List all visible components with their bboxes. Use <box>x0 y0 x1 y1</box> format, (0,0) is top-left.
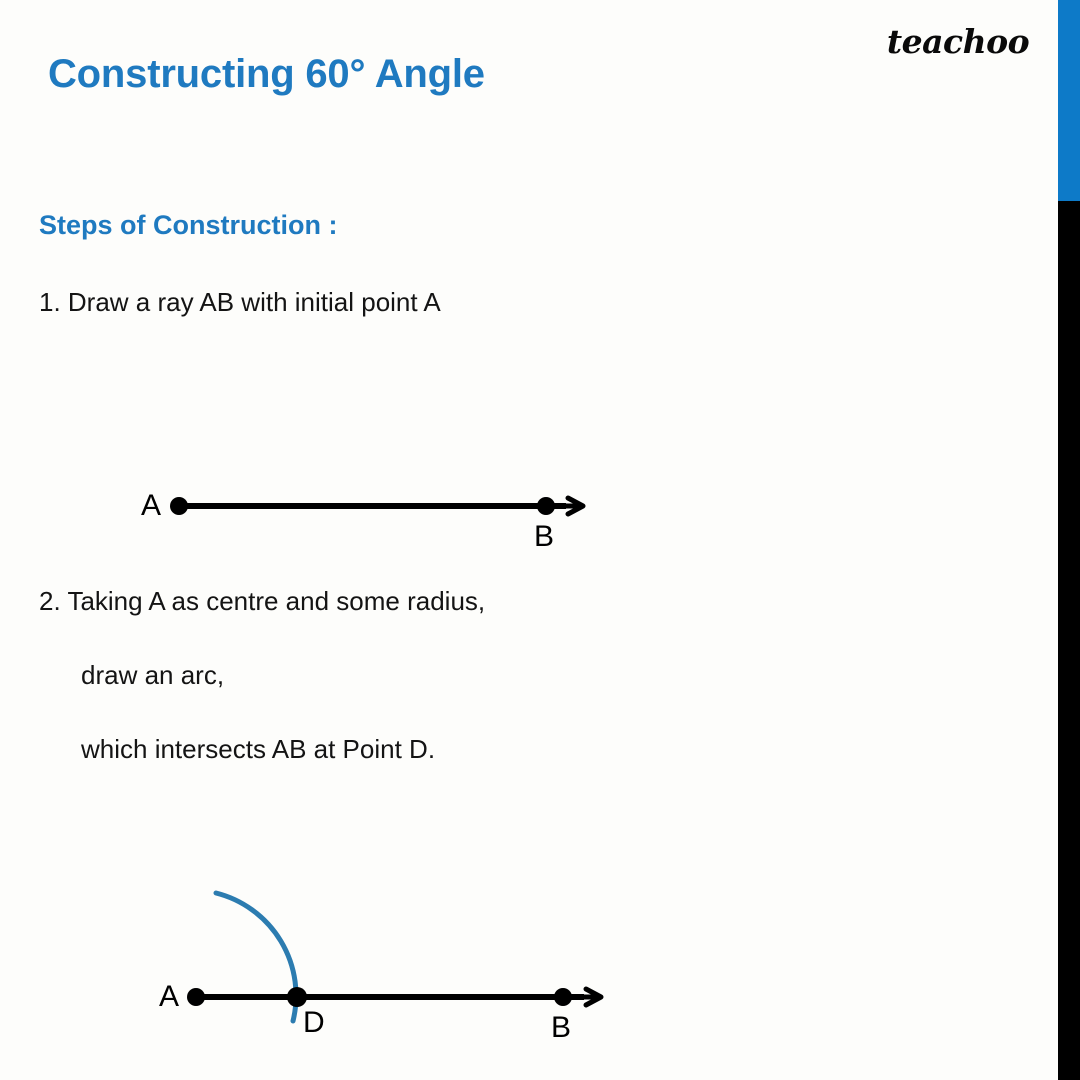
right-edge-blue-bar <box>1058 0 1080 201</box>
step-1-text: 1. Draw a ray AB with initial point A <box>39 287 441 317</box>
arrowhead-b <box>561 498 583 514</box>
arrowhead-b <box>579 989 601 1005</box>
figure-arc-intersecting-ab <box>0 860 700 1075</box>
label-point-d: D <box>303 1006 325 1039</box>
label-point-b: B <box>534 520 555 553</box>
point-d-dot <box>287 987 307 1007</box>
steps-of-construction-heading: Steps of Construction : <box>39 210 338 240</box>
right-edge-black-bar <box>1058 201 1080 1080</box>
point-a-dot <box>187 988 205 1006</box>
label-point-a: A <box>141 489 162 522</box>
ray-ab-drawing <box>0 455 700 570</box>
step-2-text-line-1: 2. Taking A as centre and some radius, <box>39 586 486 616</box>
page-title: Constructing 60° Angle <box>48 52 485 96</box>
point-a-dot <box>170 497 188 515</box>
label-point-a: A <box>159 980 180 1013</box>
step-2-text-line-2: draw an arc, <box>81 660 225 690</box>
arc-d-drawing <box>0 860 700 1075</box>
teachoo-logo: teachoo <box>886 22 1030 61</box>
construction-arc <box>216 893 296 1021</box>
point-b-dot <box>554 988 572 1006</box>
figure-ray-ab <box>0 455 700 570</box>
step-2-text-line-3: which intersects AB at Point D. <box>81 734 436 764</box>
label-point-b: B <box>551 1011 572 1044</box>
point-b-dot <box>537 497 555 515</box>
